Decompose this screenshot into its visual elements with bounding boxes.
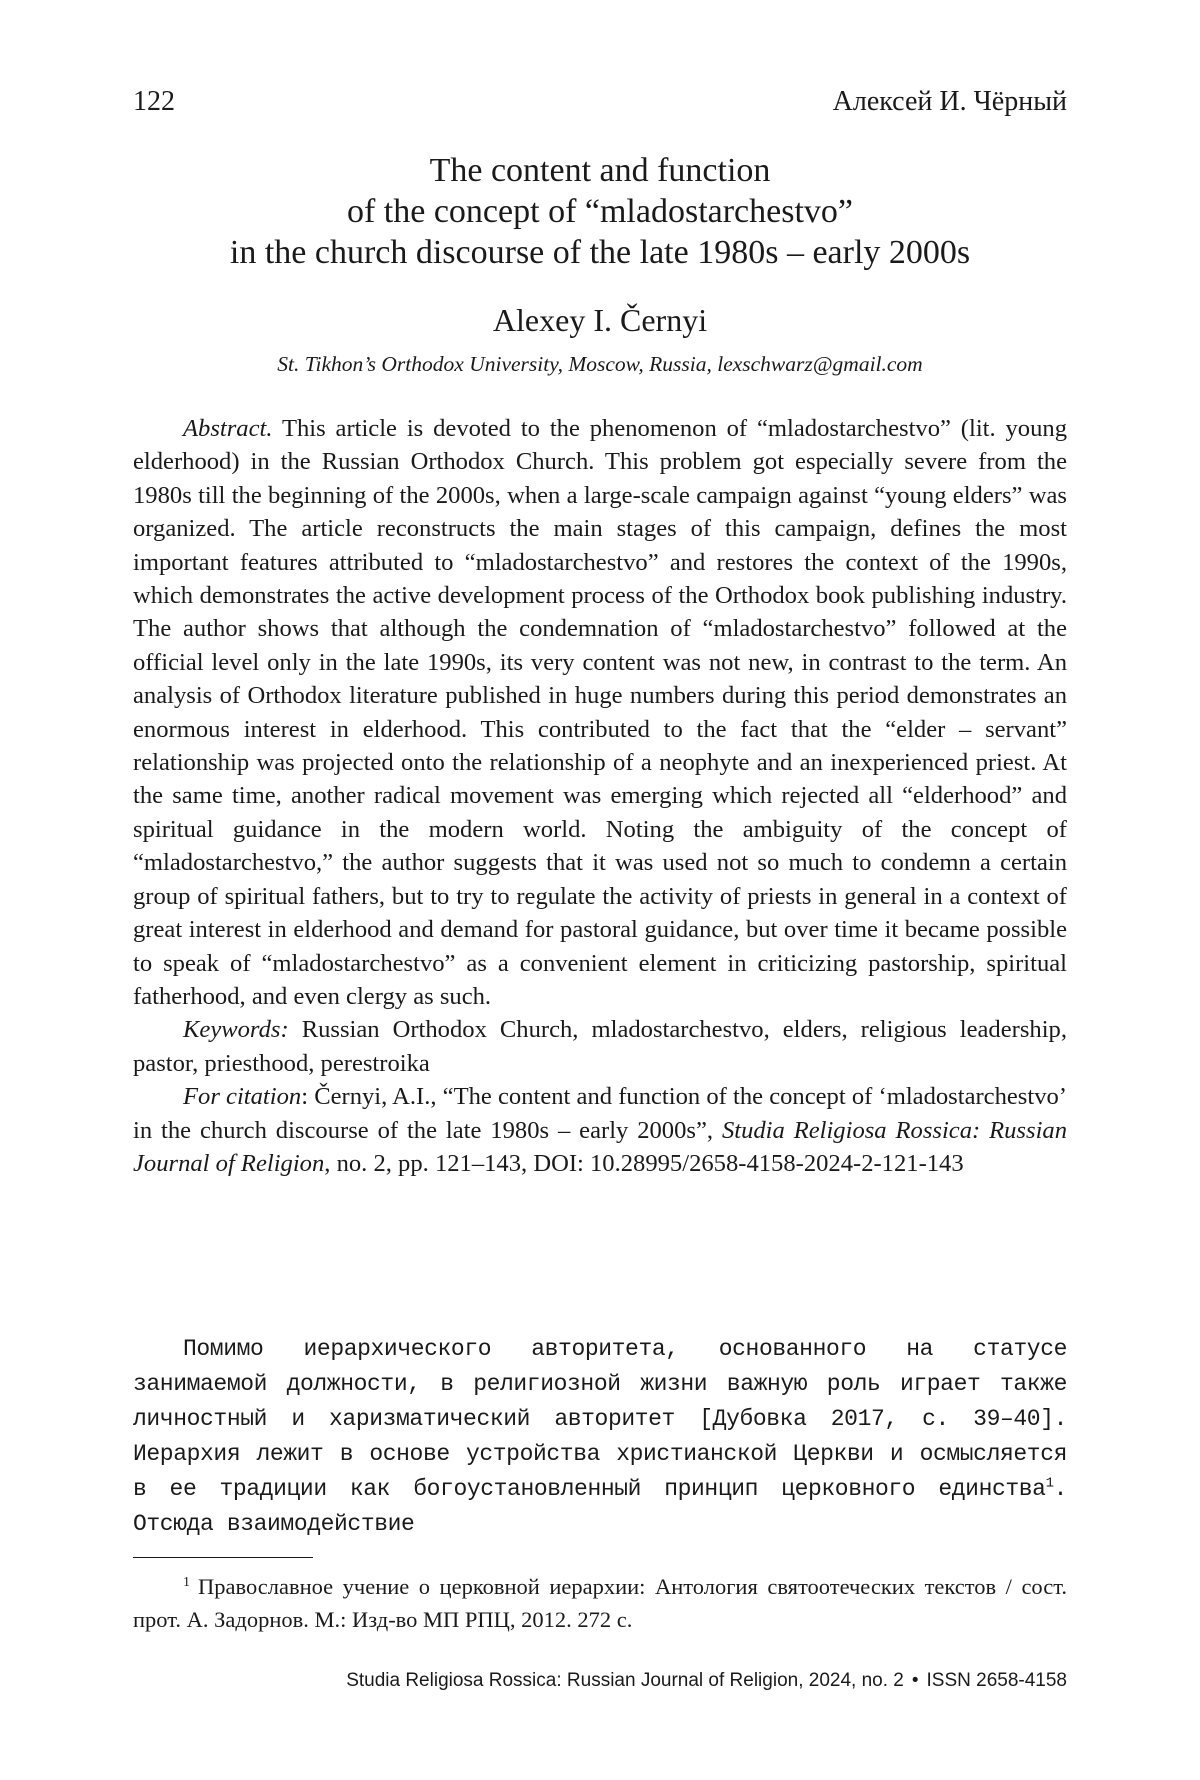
keywords-label: Keywords: — [183, 1016, 289, 1044]
running-header — [133, 86, 1067, 118]
footer-issn: ISSN 2658-4158 — [926, 1670, 1067, 1691]
footnote-reference[interactable]: 1 — [1045, 1475, 1054, 1492]
author-name: Alexey I. Černyi — [492, 302, 708, 338]
author-affiliation: St. Tikhon’s Orthodox University, Moscow, Russia, lexschwarz@gmail.com — [277, 352, 923, 376]
abstract-paragraph — [133, 412, 1067, 1013]
footnote — [133, 1570, 1067, 1636]
title-line-3: in the church discourse of the late 1980s – early 2000s — [229, 234, 971, 271]
abstract-block — [133, 412, 1067, 1180]
abstract-label: Abstract. — [183, 415, 273, 442]
footer-journal-issue: Studia Religiosa Rossica: Russian Journal of Religion, 2024, no. 2 — [346, 1670, 904, 1691]
body-paragraph-text: Помимо иерархического авторитета, основанного на статусе занимаемой должности, в религиозной жизни важную роль играет также личностный и харизматический авторитет [Дубовка 2017, с. 39–40]. Иерархия лежит в основе устройства христианской Церкви и осмысляется в ее традиции как богоустановленный принцип церковного единства — [133, 1336, 1067, 1502]
citation-journal: Studia Religiosa Rossica: Russian Journal of Religion — [133, 1116, 1067, 1177]
citation-paragraph — [133, 1080, 1067, 1180]
article-title — [133, 150, 1067, 273]
body-paragraph — [133, 1332, 1067, 1542]
keywords-paragraph — [133, 1013, 1067, 1080]
running-footer — [346, 1670, 1067, 1692]
footnote-text: Православное учение о церковной иерархии: Антология святоотеческих текстов / сост. прот. А. Задорнов. М.: Изд-во МП РПЦ, 2012. 272 с. — [133, 1574, 1067, 1632]
body-paragraph-tail: . Отсюда взаимодействие — [133, 1476, 1067, 1537]
citation-text-b: , no. 2, pp. 121–143, DOI: 10.28995/2658-4158-2024-2-121-143 — [324, 1149, 964, 1177]
footnote-paragraph — [133, 1570, 1067, 1636]
abstract-text: This article is devoted to the phenomenon of “mladostarchestvo” (lit. young elderhood) in the Russian Orthodox Church. This problem got especially severe from the 1980s till the beginning of the 2000s, when a large-scale campaign against “young elders” was organized. The article reconstructs the main stages of this campaign, defines the most important features attributed to “mladostarchestvo” and restores the context of the 1990s, which demonstrates the active development process of the Orthodox book publishing industry. The author shows that although the condemnation of “mladostarchestvo” followed at the official level only in the late 1990s, its very content was not new, in contrast to the term. An analysis of Orthodox literature published in huge numbers during this period demonstrates an enormous interest in elderhood. This contributed to the fact that the “elder – servant” relationship was projected onto the relationship of a neophyte and an inexperienced priest. At the same time, another radical movement was emerging which rejected all “elderhood” and spiritual guidance in the modern world. Noting the ambiguity of the concept of “mladostarchestvo,” the author suggests that it was used not so much to condemn a certain group of spiritual fathers, but to try to regulate the activity of priests in general in a context of great interest in elderhood and demand for pastoral guidance, but over time it became possible to speak of “mladostarchestvo” as a convenient element in criticizing pastorship, spiritual fatherhood, and even clergy as such. — [133, 415, 1067, 1010]
footer-separator: • — [911, 1670, 919, 1691]
title-line-2: of the concept of “mladostarchestvo” — [346, 193, 853, 230]
title-line-1: The content and function — [429, 152, 771, 189]
citation-text-a: : Černyi, A.I., “The content and function of the concept of ‘mladostarchestvo’ in the church discourse of the late 1980s – early 2000s”, — [133, 1083, 1067, 1144]
keywords-text: Russian Orthodox Church, mladostarchestvo, elders, religious leadership, pastor, priesthood, perestroika — [133, 1016, 1067, 1077]
running-author: Алексей И. Чёрный — [832, 86, 1067, 117]
footnote-number: 1 — [183, 1574, 190, 1590]
footnote-divider — [133, 1557, 313, 1558]
page-number: 122 — [133, 86, 175, 117]
body-text — [133, 1332, 1067, 1542]
citation-label: For citation — [183, 1083, 302, 1111]
